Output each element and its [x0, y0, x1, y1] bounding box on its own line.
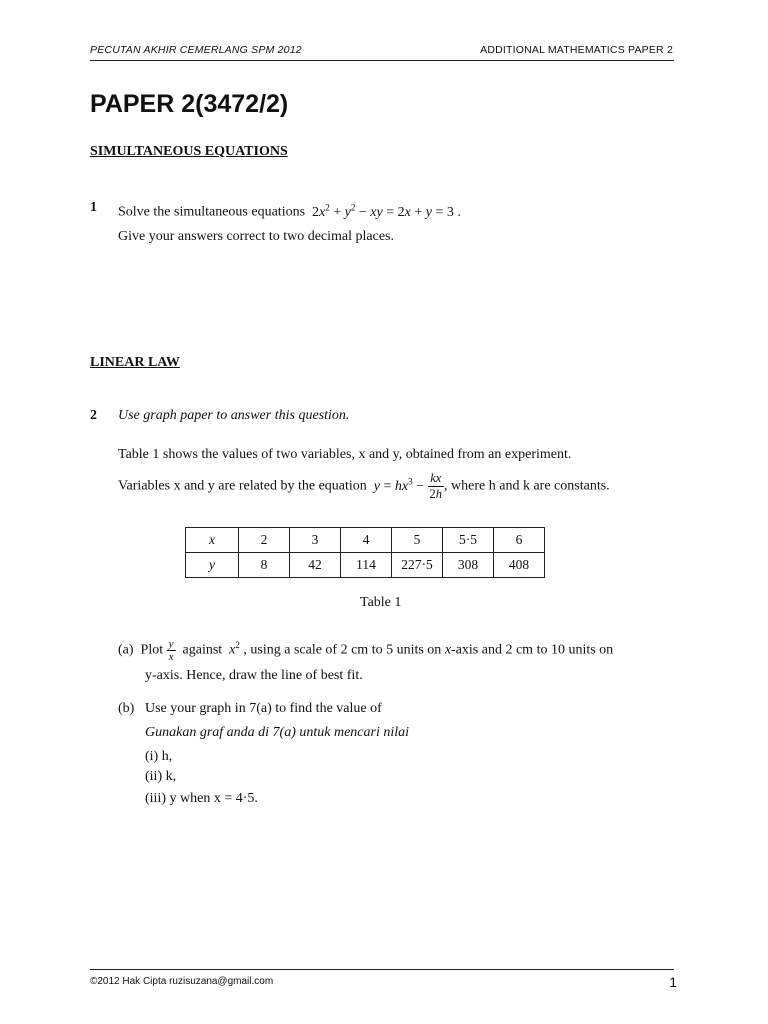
fraction-y-over-x: $\frac{y}{x}$ — [168, 637, 174, 663]
question-1-text — [118, 199, 461, 221]
footer-copyright: ©2012 Hak Cipta ruzisuzana@gmail.com — [90, 976, 274, 987]
part-b-line1: Use your graph in 7(a) to find the value of — [145, 701, 382, 716]
table-cell: 227·5 — [392, 553, 443, 578]
part-b-item-iii: (iii) y when x = 4·5. — [145, 791, 258, 806]
paper-title: PAPER 2(3472/2) — [90, 90, 289, 118]
part-a-line2: y-axis. Hence, draw the line of best fit. — [145, 668, 363, 683]
table-cell: 3 — [290, 528, 341, 553]
table-row-x — [186, 528, 545, 553]
table-cell: 6 — [494, 528, 545, 553]
table-caption: Table 1 — [360, 595, 402, 610]
part-b-line2-malay: Gunakan graf anda di 7(a) untuk mencari nilai — [145, 725, 410, 740]
header-rule — [90, 60, 674, 61]
row-label-y: y — [186, 553, 239, 578]
section-heading-simultaneous: SIMULTANEOUS EQUATIONS — [90, 144, 288, 159]
question-number-1: 1 — [90, 200, 97, 215]
table-cell: 8 — [239, 553, 290, 578]
header-left: PECUTAN AKHIR CEMERLANG SPM 2012 — [90, 44, 302, 56]
part-a-label: (a) — [118, 642, 134, 658]
table-cell: 308 — [443, 553, 494, 578]
table-cell: 2 — [239, 528, 290, 553]
question-number-2: 2 — [90, 408, 97, 423]
table-cell: 114 — [341, 553, 392, 578]
table-cell: 5·5 — [443, 528, 494, 553]
part-a-line1: (a) Plot $\frac{y}{x}$ against $x^2$ , using a scale of 2 cm to 5 units on x-axis and 2 cm to 10 units on — [118, 637, 614, 663]
table-cell: 5 — [392, 528, 443, 553]
section-heading-linear-law: LINEAR LAW — [90, 355, 180, 370]
question-1-equation: $2x^2 + y^2$ − xy = 2x + y = 3 . — [308, 202, 461, 220]
part-b-item-i: (i) h, — [145, 749, 173, 764]
relation-equation: $y = hx^3$ − $\frac{kx}{2h}$ — [373, 470, 443, 501]
page-number: 1 — [669, 974, 677, 990]
question-1-stem: Solve the simultaneous equations — [118, 204, 306, 220]
part-b-label: (b) — [118, 701, 135, 716]
relation-suffix: , where h and k are constants. — [444, 478, 610, 494]
relation-prefix: Variables x and y are related by the equation — [118, 478, 367, 494]
table-cell: 42 — [290, 553, 341, 578]
header-right: ADDITIONAL MATHEMATICS PAPER 2 — [480, 44, 673, 56]
question-2-relation — [118, 464, 610, 504]
table-cell: 408 — [494, 553, 545, 578]
question-2-intro: Table 1 shows the values of two variables, x and y, obtained from an experiment. — [118, 447, 572, 462]
part-b-item-ii: (ii) k, — [145, 769, 177, 784]
table-row-y — [186, 553, 545, 578]
data-table — [185, 527, 545, 578]
fraction-kx-over-2h: $\frac{kx}{2h}$ — [429, 470, 443, 501]
question-2-instruction: Use graph paper to answer this question. — [118, 408, 350, 423]
table-cell: 4 — [341, 528, 392, 553]
row-label-x: x — [186, 528, 239, 553]
question-1-answer-note: Give your answers correct to two decimal places. — [118, 229, 395, 244]
footer-rule — [90, 969, 674, 970]
